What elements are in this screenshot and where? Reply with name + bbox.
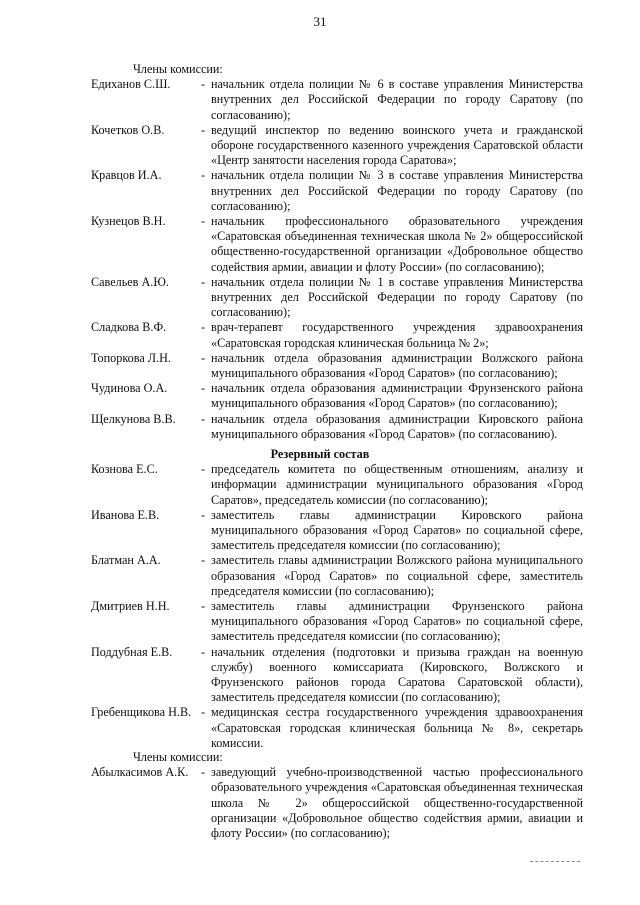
signature-mark	[530, 861, 580, 863]
member-name: Абылкасимов А.К.	[91, 765, 189, 780]
reserve-heading: Резервный состав	[270, 447, 370, 461]
member-name: Кравцов И.А.	[91, 168, 162, 183]
member-entry	[0, 320, 640, 350]
members-list	[0, 77, 640, 442]
member-description: начальник отдела полиции № 6 в составе управления Министерства внутренних дел Российской Федерации по городу Саратову (по согласованию);	[211, 77, 583, 122]
dash-separator: -	[201, 599, 206, 614]
member-entry	[0, 412, 640, 442]
member-description: начальник отдела полиции № 1 в составе управления Министерства внутренних дел Российской Федерации по городу Саратову (по согласованию);	[211, 274, 583, 320]
dash-separator: -	[201, 411, 206, 426]
member-entry	[0, 462, 640, 508]
member-description: начальник отдела полиции № 3 в составе управления Министерства внутренних дел Российской Федерации по городу Саратову (по согласованию);	[211, 168, 583, 213]
dash-separator: -	[201, 705, 206, 720]
dash-separator: -	[201, 320, 206, 335]
member-entry	[0, 508, 640, 554]
member-name: Топоркова Л.Н.	[91, 350, 171, 365]
member-name: Чудинова О.А.	[91, 381, 168, 396]
member-entry	[0, 645, 640, 706]
members-label: Члены комиссии:	[133, 750, 223, 764]
dash-separator: -	[201, 507, 206, 522]
dash-separator: -	[201, 644, 206, 659]
member-name: Кознова Е.С.	[91, 462, 158, 477]
member-name: Дмитриев Н.Н.	[91, 599, 170, 614]
dash-separator: -	[201, 77, 206, 92]
member-entry	[0, 381, 640, 411]
member-name: Едиханов С.Ш.	[91, 77, 171, 92]
member-name: Кочетков О.В.	[91, 122, 165, 137]
member-name: Кузнецов В.Н.	[91, 214, 166, 229]
member-entry	[0, 168, 640, 214]
dash-separator: -	[201, 553, 206, 568]
member-name: Сладкова В.Ф.	[91, 320, 167, 335]
member-description: начальник отдела образования администрации Волжского района муниципального образования «Город Саратов» (по согласованию);	[211, 350, 583, 381]
member-entry	[0, 275, 640, 321]
dash-separator: -	[201, 168, 206, 183]
dash-separator: -	[201, 350, 206, 365]
member-name: Поддубная Е.В.	[91, 644, 173, 659]
member-description: начальник отдела образования администрации Фрунзенского района муниципального образования «Город Саратов» (по согласованию);	[211, 381, 583, 411]
members-block-1	[0, 62, 640, 442]
member-name: Щелкунова В.В.	[91, 411, 176, 426]
member-description: заместитель главы администрации Фрунзенского района муниципального образования «Город Саратов» по социальной сфере, заместитель председателя комиссии (по согласованию);	[211, 599, 583, 644]
dash-separator: -	[201, 122, 206, 137]
member-entry	[0, 123, 640, 169]
member-entry	[0, 553, 640, 599]
member-description: начальник отделения (подготовки и призыва граждан на военную службу) военного комиссариата (Кировского, Волжского и Фрунзенского районов города Саратова Саратовской области), заместитель председателя комиссии (по согласованию);	[211, 644, 583, 705]
member-description: врач-терапевт государственного учреждения здравоохранения «Саратовская городская клиническая больница № 2»;	[211, 320, 583, 350]
member-entry	[0, 705, 640, 751]
member-description: начальник отдела образования администрации Кировского района муниципального образования «Город Саратов» (по согласованию).	[211, 411, 583, 441]
reserve-block	[0, 447, 640, 751]
member-description: ведущий инспектор по ведению воинского учета и гражданской обороне государственного казенного учреждения Саратовской области «Центр занятости населения города Саратова»;	[211, 122, 583, 168]
member-entry	[0, 765, 640, 841]
member-entry	[0, 77, 640, 123]
page-number: 31	[313, 14, 327, 29]
member-name: Блатман А.А.	[91, 553, 161, 568]
dash-separator: -	[201, 765, 206, 780]
members-list	[0, 765, 640, 841]
dash-separator: -	[201, 381, 206, 396]
member-entry	[0, 599, 640, 645]
dash-separator: -	[201, 274, 206, 289]
reserve-members-list	[0, 462, 640, 751]
member-entry	[0, 214, 640, 275]
members-label: Члены комиссии:	[133, 62, 223, 76]
dash-separator: -	[201, 214, 206, 229]
member-description: заведующий учебно-производственной частью профессионального образовательного учреждения «Саратовская объединенная техническая школа № 2» общероссийской общественно-государственной организации «Добровольное общество содействия армии, авиации и флоту России» (по согласованию);	[211, 765, 583, 841]
members-block-2	[0, 750, 640, 841]
member-name: Иванова Е.В.	[91, 507, 160, 522]
member-name: Гребенщикова Н.В.	[91, 705, 192, 720]
member-name: Савельев А.Ю.	[91, 274, 169, 289]
member-description: заместитель главы администрации Волжского района муниципального образования «Город Саратов» по социальной сфере, заместитель председателя комиссии (по согласованию);	[211, 553, 583, 598]
dash-separator: -	[201, 462, 206, 477]
member-description: начальник профессионального образовательного учреждения «Саратовская объединенная техническая школа № 2» общероссийской общественно-государственной организации «Добровольное общество содействия армии, авиации и флоту России» (по согласованию);	[211, 214, 583, 274]
member-description: медицинская сестра государственного учреждения здравоохранения «Саратовская городская клиническая больница № 8», секретарь комиссии.	[211, 705, 583, 750]
member-description: заместитель главы администрации Кировского района муниципального образования «Город Саратов» по социальной сфере, заместитель председателя комиссии (по согласованию);	[211, 507, 583, 553]
member-entry	[0, 351, 640, 381]
member-description: председатель комитета по общественным отношениям, анализу и информации администрации муниципального образования «Город Саратов», председатель комиссии (по согласованию);	[211, 462, 583, 507]
